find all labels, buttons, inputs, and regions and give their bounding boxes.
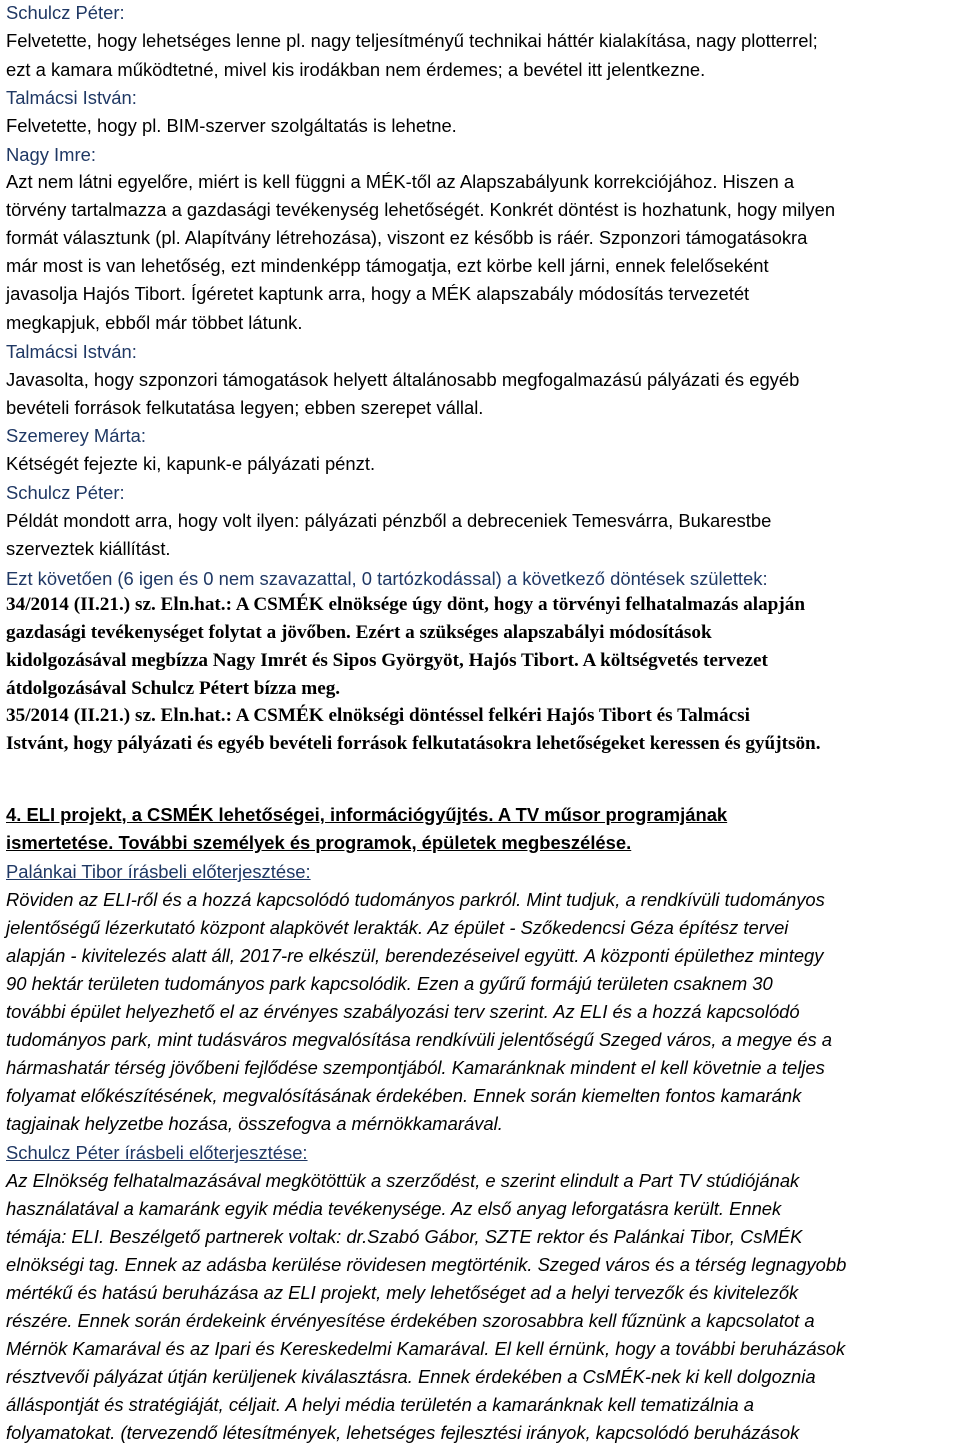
text-line: megkapjuk, ebből már többet látunk. [6, 312, 303, 333]
vote-result-line: Ezt követően (6 igen és 0 nem szavazattal, 0 tartózkodással) a következő döntések születtek: [6, 568, 768, 589]
resolution-34: 34/2014 (II.21.) sz. Eln.hat.: A CSMÉK elnöksége úgy dönt, hogy a törvényi felhatalmazás alapján [6, 594, 805, 615]
speaker-label: Nagy Imre: [6, 144, 96, 165]
text-line: Felvetette, hogy pl. BIM-szerver szolgáltatás is lehetne. [6, 115, 457, 136]
text-line: 90 hektár területen tudományos park kapcsolódik. Ezen a gyűrű formájú területen csaknem 30 [6, 973, 773, 994]
text-line: Azt nem látni egyelőre, miért is kell függni a MÉK-től az Alapszabályunk korrekciójához. Hiszen a [6, 171, 795, 192]
text-line: hármashatár térség jövőbeni fejlődése szempontjából. Kamaránknak mindent el kell követnie a teljes [6, 1057, 825, 1078]
text-line: Az Elnökség felhatalmazásával megkötöttük a szerződést, e szerint elindult a Part TV stúdiójának [6, 1170, 800, 1191]
text-line: témája: ELI. Beszélgető partnerek voltak: dr.Szabó Gábor, SZTE rektor és Palánkai Tibor, CsMÉK [6, 1226, 803, 1247]
text-line: szerveztek kiállítást. [6, 538, 171, 559]
text-line: Kétségét fejezte ki, kapunk-e pályázati pénzt. [6, 453, 376, 474]
text-line: Felvetette, hogy lehetséges lenne pl. nagy teljesítményű technikai háttér kialakítása, nagy plotterrel; [6, 30, 818, 51]
text-line: bevételi források felkutatása legyen; ebben szerepet vállal. [6, 397, 484, 418]
text-line: már most is van lehetőség, ezt mindenképp támogatja, ezt körbe kell járni, ennek felelőseként [6, 255, 769, 276]
text-line: használatával a kamaránk egyik média tevékenysége. Az első anyag leforgatásra került. Ennek [6, 1198, 782, 1219]
resolution-35: 35/2014 (II.21.) sz. Eln.hat.: A CSMÉK elnökségi döntéssel felkéri Hajós Tibort és Talmácsi [6, 705, 750, 726]
text-line: Röviden az ELI-ről és a hozzá kapcsolódó tudományos parkról. Mint tudjuk, a rendkívüli tudományos [6, 889, 825, 910]
text-line: résztvevői pályázat útján kerüljenek kiválasztásra. Ennek érdekében a CsMÉK-nek ki kell dolgoznia [6, 1366, 816, 1387]
text-line: mértékű és hatású beruházása az ELI projekt, mely lehetőséget ad a helyi tervezők és kivitelezők [6, 1282, 799, 1303]
speaker-label: Talmácsi István: [6, 341, 137, 362]
text-line: tudományos park, mint tudásváros megvalósítása rendkívüli jelentőségű Szeged város, a megye és a [6, 1029, 832, 1050]
section-heading: ismertetése. További személyek és programok, épületek megbeszélése. [6, 832, 632, 853]
text-line: részére. Ennek során érdekeink érvényesítése érdekében szorosabbra kell fűznünk a kapcsolatot a [6, 1310, 815, 1331]
resolution-text: Istvánt, hogy pályázati és egyéb bevételi források felkutatásokra lehetőségeket keressen és gyűjtsön. [6, 733, 821, 754]
text-line: Javasolta, hogy szponzori támogatások helyett általánosabb megfogalmazású pályázati és egyéb [6, 369, 800, 390]
resolution-text: kidolgozásával megbízza Nagy Imrét és Sipos Györgyöt, Hajós Tibort. A költségvetés tervezet [6, 650, 768, 671]
text-line: Példát mondott arra, hogy volt ilyen: pályázati pénzből a debreceniek Temesvárra, Bukarestbe [6, 510, 772, 531]
text-line: elnökségi tag. Ennek az adásba kerülése rövidesen megtörténik. Szeged város és a térség legnagyobb [6, 1254, 847, 1275]
resolution-text: gazdasági tevékenységet folytat a jövőben. Ezért a szükséges alapszabályi módosítások [6, 622, 712, 643]
text-line: álláspontját és stratégiáját, céljait. A helyi média területén a kamaránknak kell tematizálnia a [6, 1394, 754, 1415]
speaker-label: Talmácsi István: [6, 87, 137, 108]
speaker-label: Schulcz Péter írásbeli előterjesztése: [6, 1142, 308, 1163]
text-line: tagjainak helyzetbe hozása, összefogva a mérnökkamarával. [6, 1113, 503, 1134]
text-line: jelentőségű lézerkutató központ alapkövét lerakták. Az épület - Szőkedencsi Géza építész tervei [6, 917, 789, 938]
text-line: folyamatokat. (tervezendő létesítmények, lehetséges fejlesztési irányok, kapcsolódó beruházások [6, 1422, 800, 1443]
text-line: további épület helyezhető el az érvényes szabályozási terv szerint. Az ELI és a hozzá kapcsolódó [6, 1001, 800, 1022]
speaker-label: Schulcz Péter: [6, 2, 125, 23]
speaker-label: Palánkai Tibor írásbeli előterjesztése: [6, 861, 311, 882]
text-line: javasolja Hajós Tibort. Ígéretet kaptunk arra, hogy a MÉK alapszabály módosítás tervezetét [6, 283, 750, 304]
text-line: folyamat előkészítésének, megvalósításának érdekében. Ennek során kiemelten fontos kamaránk [6, 1085, 802, 1106]
text-line: formát választunk (pl. Alapítvány létrehozása), viszont ez később is ráér. Szponzori támogatásokra [6, 227, 808, 248]
speaker-label: Szemerey Márta: [6, 425, 147, 446]
text-line: alapján - kivitelezés alatt áll, 2017-re elkészül, berendezéseivel együtt. A központi épülethez mintegy [6, 945, 824, 966]
resolution-text: átdolgozásával Schulcz Pétert bízza meg. [6, 678, 341, 699]
text-line: törvény tartalmazza a gazdasági tevékenység lehetőségét. Konkrét döntést is hozhatunk, hogy milyen [6, 199, 836, 220]
section-heading: 4. ELI projekt, a CSMÉK lehetőségei, információgyűjtés. A TV műsor programjának [6, 804, 728, 825]
speaker-label: Schulcz Péter: [6, 482, 125, 503]
text-line: Mérnök Kamarával és az Ipari és Kereskedelmi Kamarával. El kell érnünk, hogy a további beruházások [6, 1338, 846, 1359]
text-line: ezt a kamara működtetné, mivel kis irodákban nem érdemes; a bevétel itt jelentkezne. [6, 59, 706, 80]
